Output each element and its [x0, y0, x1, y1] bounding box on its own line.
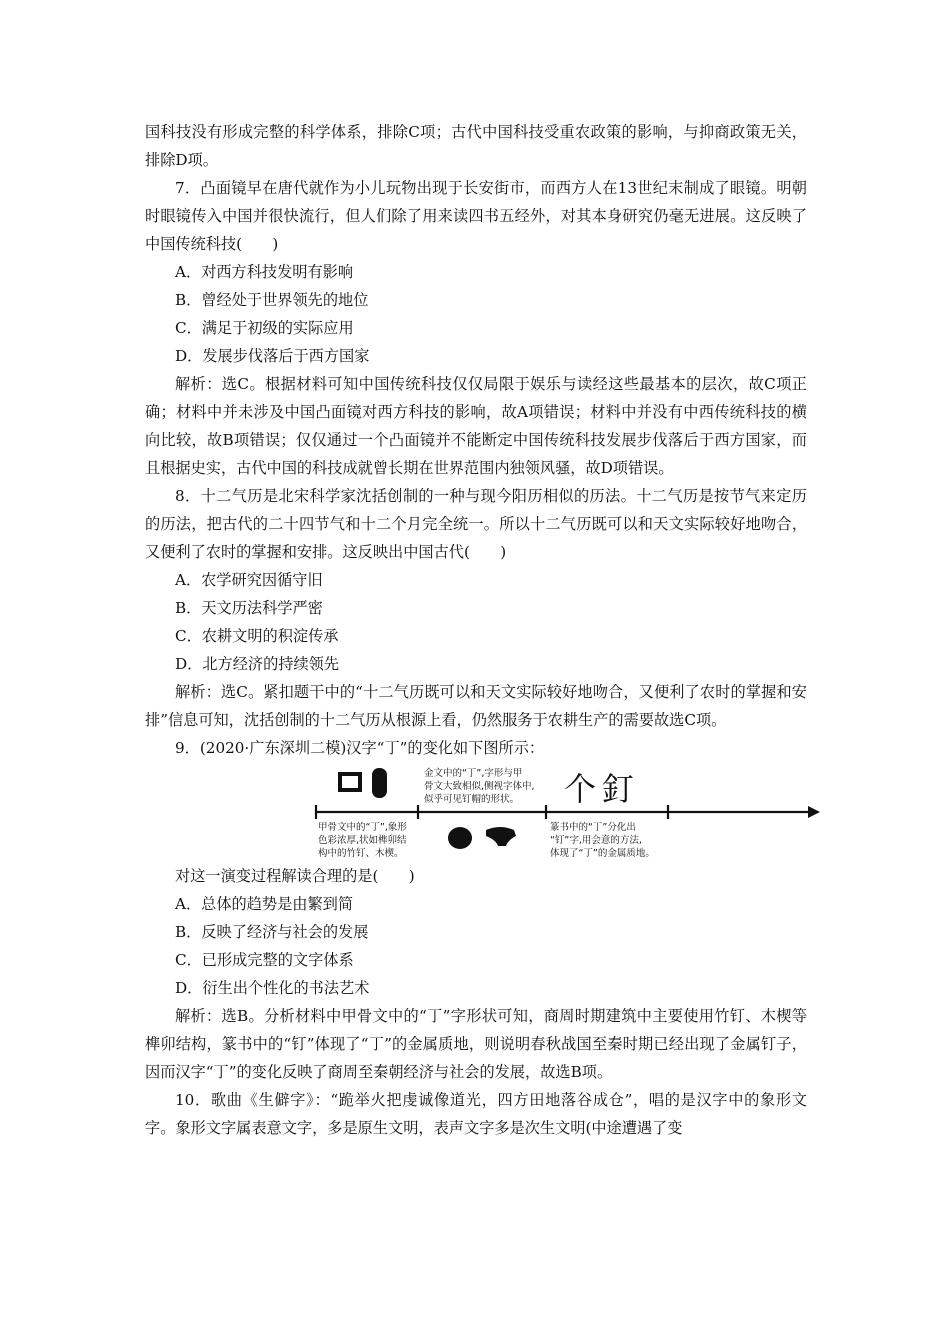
oracle-bone-glyph-filled	[372, 768, 387, 798]
jinwen-caption-line: 似乎可见钉帽的形状。	[424, 794, 520, 805]
answer-option: B．反映了经济与社会的发展	[175, 923, 369, 941]
answer-option: B．曾经处于世界领先的地位	[175, 291, 369, 309]
document-body	[145, 118, 807, 1142]
jiagu-caption-line: 色彩浓厚,状如榫卯结	[318, 835, 407, 846]
jiagu-caption	[318, 821, 410, 859]
zhuan-caption	[550, 821, 655, 859]
jiagu-caption-line: 甲骨文中的“丁”,象形	[318, 822, 407, 833]
answer-option: B．天文历法科学严密	[175, 599, 323, 617]
paragraph: 9．(2020·广东深圳二模)汉字“丁”的变化如下图所示：	[175, 739, 545, 757]
ding-evolution-diagram	[310, 764, 830, 860]
answer-option: A．总体的趋势是由繁到简	[175, 895, 354, 913]
jiagu-caption-line: 构中的竹钉、木楔。	[318, 848, 404, 859]
zhuan-caption-line: “钉”字,用会意的方法,	[550, 835, 642, 846]
answer-option: C．满足于初级的实际应用	[175, 319, 354, 337]
answer-option: D．发展步伐落后于西方国家	[175, 347, 370, 365]
oracle-bone-glyph-square	[340, 774, 360, 790]
timeline-arrowhead	[808, 806, 820, 818]
jinwen-caption-line: 骨文大致相似,侧视字体中,	[424, 781, 535, 792]
zhuan-glyph-ding-nail: 釘	[602, 770, 635, 808]
bronze-glyph-nailhead	[486, 827, 516, 846]
ding-evolution-figure	[145, 764, 807, 860]
paragraph: 国科技没有形成完整的科学体系，排除C项；古代中国科技受重农政策的影响，与抑商政策无关，排除D项。	[145, 123, 807, 169]
zhuan-caption-line: 篆书中的“丁”分化出	[550, 822, 636, 833]
answer-option: D．北方经济的持续领先	[175, 655, 340, 673]
paragraph: 解析：选C。紧扣题干中的“十二气历既可以和天文实际较好地吻合，又便利了农时的掌握和安排”信息可知，沈括创制的十二气历从根源上看，仍然服务于农耕生产的需要故选C项。	[145, 683, 807, 729]
bronze-glyph-dot	[448, 827, 472, 849]
paragraph: 解析：选C。根据材料可知中国传统科技仅仅局限于娱乐与读经这些最基本的层次，故C项正确；材料中并未涉及中国凸面镜对西方科技的影响，故A项错误；材料中并没有中西传统科技的横向比较，故B项错误；仅仅通过一个凸面镜并不能断定中国传统科技发展步伐落后于西方国家，而且根据史实，古代中国的科技成就曾长期在世界范围内独领风骚，故D项错误。	[145, 375, 807, 477]
paragraph: 7．凸面镜早在唐代就作为小儿玩物出现于长安街市，而西方人在13世纪末制成了眼镜。明朝时眼镜传入中国并很快流行，但人们除了用来读四书五经外，对其本身研究仍毫无进展。这反映了中国传统科技( )	[145, 179, 807, 253]
answer-option: C．已形成完整的文字体系	[175, 951, 354, 969]
answer-option: D．衍生出个性化的书法艺术	[175, 979, 370, 997]
jinwen-caption-line: 金文中的“丁”,字形与甲	[424, 768, 523, 779]
paragraph: 8．十二气历是北宋科学家沈括创制的一种与现今阳历相似的历法。十二气历是按节气来定历的历法，把古代的二十四节气和十二个月完全统一。所以十二气历既可以和天文实际较好地吻合，又便利了农时的掌握和安排。这反映出中国古代( )	[145, 487, 807, 561]
zhuan-caption-line: 体现了“丁”的金属质地。	[550, 848, 655, 859]
answer-option: A．对西方科技发明有影响	[175, 263, 354, 281]
zhuan-glyph-ding: 个	[564, 770, 597, 808]
paragraph: 解析：选B。分析材料中甲骨文中的“丁”字形状可知，商周时期建筑中主要使用竹钉、木楔等榫卯结构，篆书中的“钉”体现了“丁”的金属质地，则说明春秋战国至秦时期已经出现了金属钉子，因而汉字“丁”的变化反映了商周至秦朝经济与社会的发展，故选B项。	[145, 1007, 807, 1081]
paragraph: 对这一演变过程解读合理的是( )	[175, 867, 415, 885]
paragraph: 10．歌曲《生僻字》：“跪举火把虔诚像道光，四方田地落谷成仓”，唱的是汉字中的象形文字。象形文字属表意文字，多是原生文明，表声文字多是次生文明(中途遭遇了变	[145, 1091, 807, 1137]
answer-option: A．农学研究因循守旧	[175, 571, 323, 589]
answer-option: C．农耕文明的积淀传承	[175, 627, 339, 645]
jinwen-caption	[424, 767, 538, 805]
